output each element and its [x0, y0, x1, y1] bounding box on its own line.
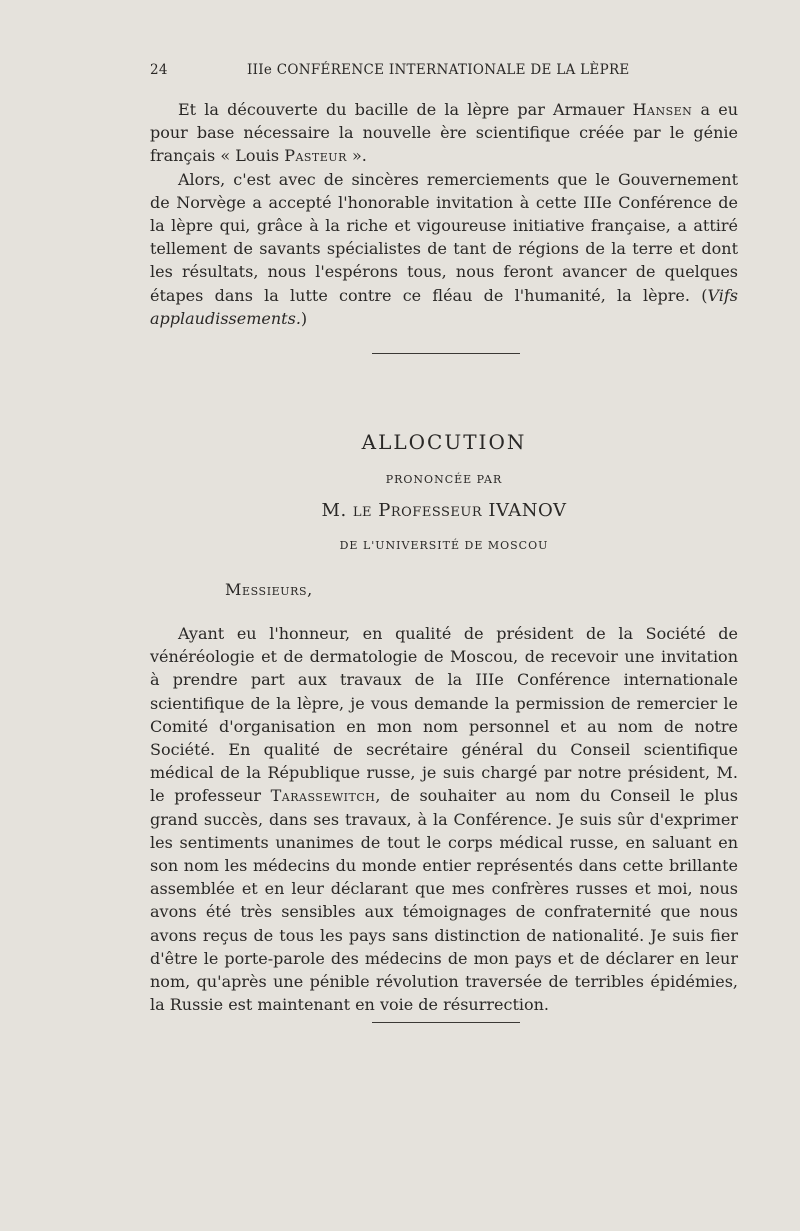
speaker-line: M. le Professeur IVANOV	[321, 500, 567, 521]
page-number: 24	[150, 62, 168, 78]
applause-note: Vifs applaudissements.	[150, 285, 738, 328]
running-title: IIIe CONFÉRENCE INTERNATIONALE DE LA LÈPRE	[247, 62, 630, 78]
speaker-name: IVANOV	[482, 500, 567, 521]
allocution-body	[150, 622, 738, 1016]
closing-paragraphs	[150, 98, 738, 330]
paragraph-hansen: Et la découverte du bacille de la lèpre par Armauer Hansen a eu pour base nécessaire la nouvelle ère scientifique créée par le génie français « Louis Pasteur ».	[150, 100, 738, 166]
name-pasteur: Pasteur	[284, 146, 347, 166]
name-tarassewitch: Tarassewitch	[270, 786, 376, 806]
speaker-title: le Professeur	[352, 500, 483, 521]
paragraph-norway: Alors, c'est avec de sincères remerciements que le Gouvernement de Norvège a accepté l'honorable invitation à cette IIIe Conférence de la lèpre qui, grâce à la riche et vigoureuse initiative française, a attiré tellement de savants spécialistes de tant de régions de la terre et dont les résultats, nous l'espérons tous, nous feront avancer de quelques étapes dans la lutte contre ce fléau de l'humanité, la lèpre. (Vifs applaudissements.)	[150, 169, 738, 328]
paragraph-speech: Ayant eu l'honneur, en qualité de président de la Société de vénéréologie et de dermatologie de Moscou, de recevoir une invitation à prendre part aux travaux de la IIIe Conférence internationale scientifique de la lèpre, je vous demande la permission de remercier le Comité d'organisation en mon nom personnel et au nom de notre Société. En qualité de secrétaire général du Conseil scientifique médical de la République russe, je suis chargé par notre président, M. le professeur Tarassewitch, de souhaiter au nom du Conseil le plus grand succès, dans ses travaux, à la Conférence. Je suis sûr d'exprimer les sentiments unanimes de tout le corps médical russe, en saluant en son nom les médecins du monde entier représentés dans cette brillante assemblée et en leur déclarant que mes confrères russes et moi, nous avons été très sensibles aux témoignages de confraternité que nous avons reçus de tous les pays sans distinction de nationalité. Je suis fier d'être le porte-parole des médecins de mon pays et de déclarer en leur nom, qu'après une pénible révolution traversée de terribles épidémies, la Russie est maintenant en voie de résurrection.	[150, 624, 738, 1015]
end-rule	[372, 1022, 520, 1023]
divider-rule	[372, 353, 520, 354]
speaker-affiliation: DE L'UNIVERSITÉ DE MOSCOU	[339, 539, 549, 552]
allocution-subtitle: PRONONCÉE PAR	[385, 473, 503, 486]
salutation: Messieurs,	[225, 580, 313, 599]
allocution-title: ALLOCUTION	[361, 430, 527, 454]
name-hansen: Hansen	[632, 100, 693, 119]
